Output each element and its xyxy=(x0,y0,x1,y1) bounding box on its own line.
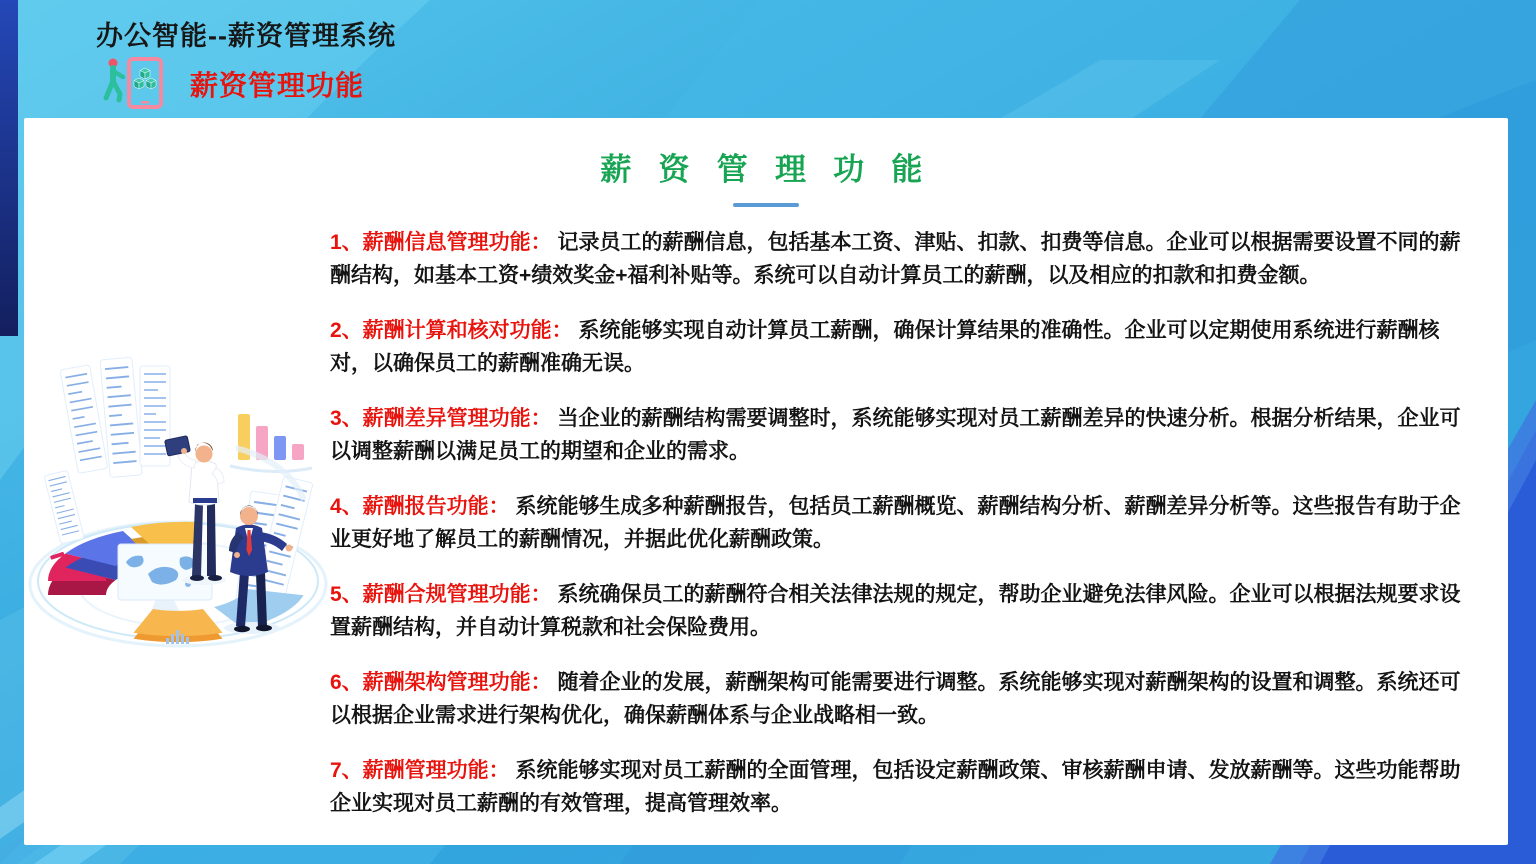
title-divider xyxy=(733,203,799,207)
left-accent-bar xyxy=(0,0,18,336)
feature-list xyxy=(330,226,1480,842)
feature-paragraph xyxy=(330,578,1480,644)
section-header xyxy=(102,56,364,112)
feature-paragraph xyxy=(330,754,1480,820)
feature-label: 2、薪酬计算和核对功能： xyxy=(330,319,573,342)
feature-body: 系统能够实现对员工薪酬的全面管理，包括设定薪酬政策、审核薪酬申请、发放薪酬等。这些功能帮助企业实现对员工薪酬的有效管理，提高管理效率。 xyxy=(330,759,1461,815)
feature-body: 系统能够实现自动计算员工薪酬，确保计算结果的准确性。企业可以定期使用系统进行薪酬核对，以确保员工的薪酬准确无误。 xyxy=(330,319,1440,375)
section-label: 薪资管理功能 xyxy=(190,70,365,101)
feature-body: 系统确保员工的薪酬符合相关法律法规的规定，帮助企业避免法律风险。企业可以根据法规要求设置薪酬结构，并自动计算税款和社会保险费用。 xyxy=(330,583,1461,639)
feature-body: 随着企业的发展，薪酬架构可能需要进行调整。系统能够实现对薪酬架构的设置和调整。系统还可以根据企业需求进行架构优化，确保薪酬体系与企业战略相一致。 xyxy=(330,671,1461,727)
feature-label: 7、薪酬管理功能： xyxy=(330,759,510,782)
feature-paragraph xyxy=(330,666,1480,732)
feature-label: 5、薪酬合规管理功能： xyxy=(330,583,552,606)
card-title: 薪 资 管 理 功 能 xyxy=(600,152,932,187)
feature-label: 3、薪酬差异管理功能： xyxy=(330,407,552,430)
walking-person-icon xyxy=(106,59,123,101)
feature-paragraph xyxy=(330,402,1480,468)
tablet-cubes-icon xyxy=(102,56,178,112)
feature-paragraph xyxy=(330,226,1480,292)
page-title: 办公智能--薪资管理系统 xyxy=(96,21,396,51)
feature-body: 记录员工的薪酬信息，包括基本工资、津贴、扣款、扣费等信息。企业可以根据需要设置不同的薪酬结构，如基本工资+绩效奖金+福利补贴等。系统可以自动计算员工的薪酬，以及相应的扣款和扣费金额。 xyxy=(330,231,1461,287)
content-card xyxy=(24,118,1508,845)
feature-body: 系统能够生成多种薪酬报告，包括员工薪酬概览、薪酬结构分析、薪酬差异分析等。这些报告有助于企业更好地了解员工的薪酬情况，并据此优化薪酬政策。 xyxy=(330,495,1461,551)
feature-paragraph xyxy=(330,314,1480,380)
feature-body: 当企业的薪酬结构需要调整时，系统能够实现对员工薪酬差异的快速分析。根据分析结果，企业可以调整薪酬以满足员工的期望和企业的需求。 xyxy=(330,407,1461,463)
feature-label: 6、薪酬架构管理功能： xyxy=(330,671,552,694)
feature-label: 1、薪酬信息管理功能： xyxy=(330,231,552,254)
feature-label: 4、薪酬报告功能： xyxy=(330,495,510,518)
feature-paragraph xyxy=(330,490,1480,556)
salary-analytics-illustration xyxy=(26,326,330,660)
